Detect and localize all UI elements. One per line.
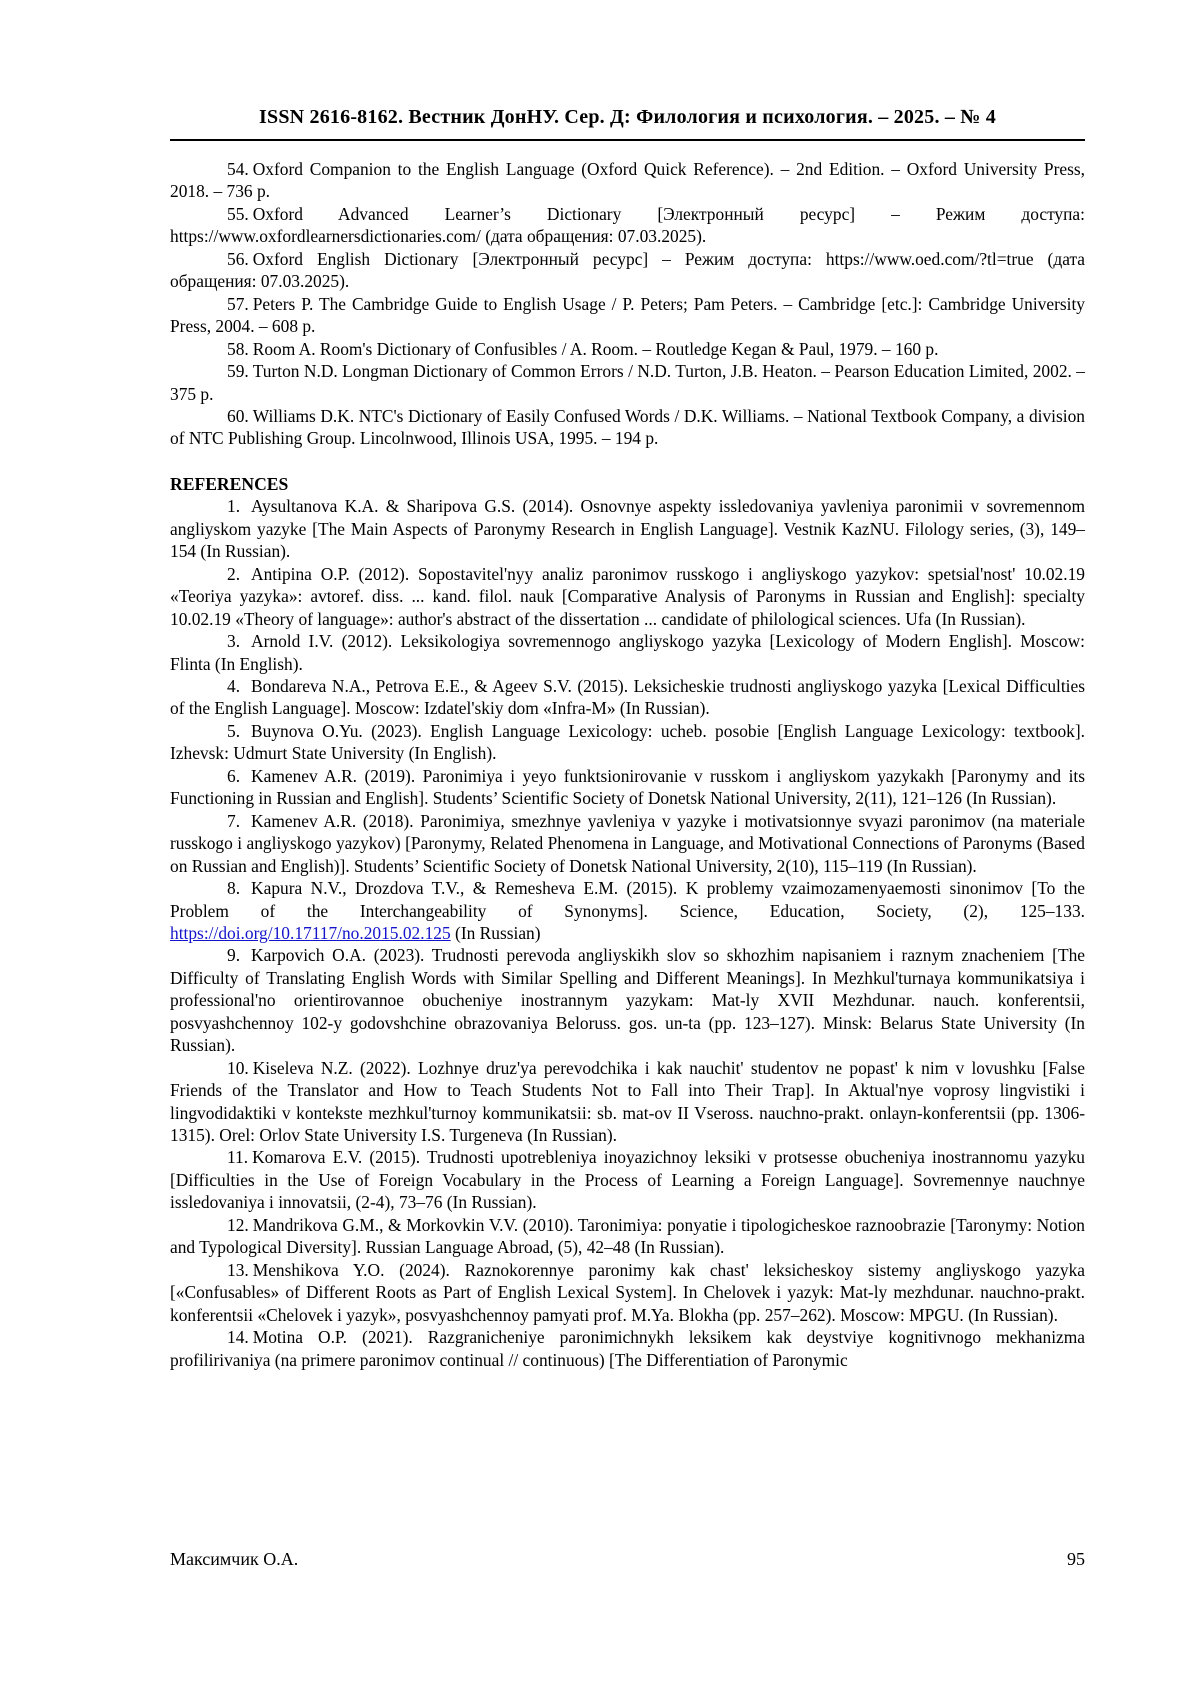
item-text: Room A. Room's Dictionary of Confusibles / A. Room. – Routledge Kegan & Paul, 1979. – 160 p.: [252, 338, 939, 359]
item-text: Oxford Advanced Learner’s Dictionary [Электронный ресурс] – Режим доступа: https://www.oxfordlearnersdictionaries.com/ (дата обращения: 07.03.2025).: [170, 203, 1085, 247]
page-content: [170, 0, 1085, 1371]
item-text: Kamenev A.R. (2018). Paronimiya, smezhnye yavleniya v yazyke i motivatsionnye svyazi paronimov (na materiale russkogo i angliyskogo yazykov) [Paronymy, Related Phenomena in Language, and Motivational Connections of Paronyms (Based on Russian and English)]. Students’ Scientific Society of Donetsk National University, 2(10), 115–119 (In Russian).: [170, 810, 1085, 876]
item-number: 3.: [227, 631, 241, 652]
item-text: Aysultanova K.A. & Sharipova G.S. (2014). Osnovnye aspekty issledovaniya yavleniya paronimii v sovremennom angliyskom yazyke [The Main Aspects of Paronymy Research in English Language]. Vestnik KazNU. Filology series, (3), 149–154 (In Russian).: [170, 496, 1085, 562]
item-number: 4.: [227, 675, 241, 696]
item-text: Karpovich O.A. (2023). Trudnosti perevoda angliyskikh slov so skhozhim napisaniem i raznym znacheniem [The Difficulty of Translating English Words with Similar Spelling and Different Meanings]. In Mezhkul'turnaya kommunikatsiya i professional'no orientirovannoe obucheniye inostrannym yazykam: Mat-ly XVII Mezhdunar. nauch. konferentsii, posvyashchennoy 102-y godovshchine obrazovaniya Beloruss. gos. un-ta (pp. 123–127). Minsk: Belarus State University (In Russian).: [170, 945, 1085, 1056]
item-number: 14.: [227, 1327, 249, 1348]
item-text: (In Russian): [450, 922, 541, 943]
item-text: Antipina O.P. (2012). Sopostavitel'nyy analiz paronimov russkogo i angliyskogo yazykov: spetsial'nost' 10.02.19 «Teoriya yazyka»: avtoref. diss. ... kand. filol. nauk [Comparative Analysis of Paronyms in Russian and English]: specialty 10.02.19 «Theory of language»: author's abstract of the dissertation ... candidate of philological sciences. Ufa (In Russian).: [170, 563, 1085, 629]
item-text: Oxford English Dictionary [Электронный ресурс] – Режим доступа: https://www.oed.com/?tl=true (дата обращения: 07.03.2025).: [170, 248, 1085, 292]
reference-item: [170, 1214, 1085, 1259]
bibliography-item: [170, 158, 1085, 203]
reference-item: [170, 877, 1085, 944]
item-number: 59.: [227, 361, 249, 382]
item-number: 55.: [227, 203, 249, 224]
bibliography-item: [170, 293, 1085, 338]
item-text: Buynova O.Yu. (2023). English Language Lexicology: ucheb. posobie [English Language Lexicology: textbook]. Izhevsk: Udmurt State University (In English).: [170, 720, 1085, 764]
reference-item: [170, 563, 1085, 630]
reference-item: [170, 495, 1085, 562]
reference-item: [170, 765, 1085, 810]
bibliography-item: [170, 203, 1085, 248]
item-number: 2.: [227, 563, 241, 584]
item-number: 10.: [227, 1057, 249, 1078]
item-number: 56.: [227, 248, 249, 269]
reference-item: [170, 1326, 1085, 1371]
bibliography-item: [170, 338, 1085, 360]
item-text: Kapura N.V., Drozdova T.V., & Remesheva E.M. (2015). K problemy vzaimozamenyaemosti sinonimov [To the Problem of the Interchangeability of Synonyms]. Science, Education, Society, (2), 125–133.: [170, 878, 1085, 921]
item-number: 57.: [227, 293, 249, 314]
item-number: 54.: [227, 159, 249, 179]
item-text: Komarova E.V. (2015). Trudnosti upotrebleniya inoyazichnoy leksiki v protsesse obucheniya inostrannomu yazyku [Difficulties in the Use of Foreign Vocabulary in the Process of Learning a Foreign Language]. Sovremennye nauchnye issledovaniya i innovatsii, (2-4), 73–76 (In Russian).: [170, 1147, 1085, 1213]
reference-item: [170, 675, 1085, 720]
bibliography-item: [170, 248, 1085, 293]
reference-item: [170, 1259, 1085, 1326]
item-number: 60.: [227, 405, 249, 426]
bibliography-item: [170, 360, 1085, 405]
item-number: 8.: [227, 878, 241, 899]
item-text: Peters P. The Cambridge Guide to English Usage / P. Peters; Pam Peters. – Cambridge [etc.]: Cambridge University Press, 2004. – 608 p.: [170, 293, 1085, 337]
reference-item: [170, 1146, 1085, 1213]
item-number: 58.: [227, 338, 249, 359]
reference-item: [170, 720, 1085, 765]
item-number: 12.: [227, 1214, 249, 1235]
bibliography-item: [170, 405, 1085, 450]
item-text: Menshikova Y.O. (2024). Raznokorennye paronimy kak chast' leksicheskoy sistemy angliyskogo yazyka [«Confusables» of Different Roots as Part of English Lexical System]. In Chelovek i yazyk: Mat-ly mezhdunar. nauchno-prakt. konferentsii «Chelovek i yazyk», posvyashchennoy pamyati prof. M.Ya. Blokha (pp. 257–262). Moscow: MPGU. (In Russian).: [170, 1259, 1085, 1325]
reference-item: [170, 630, 1085, 675]
item-number: 9.: [227, 945, 241, 966]
item-text: Kiseleva N.Z. (2022). Lozhnye druz'ya perevodchika i kak nauchit' studentov ne popast' k nim v lovushku [False Friends of the Translator and How to Teach Students Not to Fall into Their Trap]. In Aktual'nye voprosy lingvistiki i lingvodidaktiki v kontekste mezhkul'turnoy kommunikatsii: sb. mat-ov II Vseross. nauchno-prakt. onlayn-konferentsii (pp. 1306-1315). Orel: Orlov State University I.S. Turgeneva (In Russian).: [170, 1057, 1085, 1146]
journal-header: ISSN 2616-8162. Вестник ДонНУ. Сер. Д: Филология и психология. – 2025. – № 4: [170, 104, 1085, 141]
item-text: Turton N.D. Longman Dictionary of Common Errors / N.D. Turton, J.B. Heaton. – Pearson Education Limited, 2002. – 375 p.: [170, 361, 1085, 404]
bibliography-section: [170, 158, 1085, 450]
item-text: Mandrikova G.M., & Morkovkin V.V. (2010). Taronimiya: ponyatie i tipologicheskoe raznoobrazie [Taronymy: Notion and Typological Diversity]. Russian Language Abroad, (5), 42–48 (In Russian).: [170, 1214, 1085, 1258]
item-text: Arnold I.V. (2012). Leksikologiya sovremennogo angliyskogo yazyka [Lexicology of Modern English]. Moscow: Flinta (In English).: [170, 631, 1085, 674]
item-number: 13.: [227, 1259, 249, 1280]
item-text: Motina O.P. (2021). Razgranicheniye paronimichnykh leksikem kak deystviye kognitivnogo mekhanizma profilirivaniya (na primere paronimov continual // continuous) [The Differentiation of Paronymic: [170, 1327, 1085, 1370]
item-number: 11.: [227, 1147, 249, 1168]
references-heading: REFERENCES: [170, 473, 289, 494]
page-number: 95: [1067, 1549, 1085, 1569]
item-number: 6.: [227, 765, 241, 786]
reference-item: [170, 810, 1085, 877]
page-footer: [170, 1549, 1085, 1570]
doi-link[interactable]: https://doi.org/10.17117/no.2015.02.125: [170, 922, 451, 943]
item-number: 5.: [227, 720, 241, 741]
reference-item: [170, 1057, 1085, 1147]
item-number: 1.: [227, 496, 241, 517]
item-text: Kamenev A.R. (2019). Paronimiya i yeyo funktsionirovanie v russkom i angliyskom yazykakh [Paronymy and its Functioning in Russian and English]. Students’ Scientific Society of Donetsk National University, 2(11), 121–126 (In Russian).: [170, 765, 1085, 809]
references-section: [170, 495, 1085, 1371]
reference-item: [170, 944, 1085, 1056]
item-text: Williams D.K. NTC's Dictionary of Easily Confused Words / D.K. Williams. – National Textbook Company, a division of NTC Publishing Group. Lincolnwood, Illinois USA, 1995. – 194 p.: [170, 405, 1085, 449]
item-text: Bondareva N.A., Petrova E.E., & Ageev S.V. (2015). Leksicheskie trudnosti angliyskogo yazyka [Lexical Difficulties of the English Language]. Moscow: Izdatel'skiy dom «Infra-M» (In Russian).: [170, 675, 1085, 719]
item-number: 7.: [227, 810, 241, 831]
footer-author: Максимчик О.А.: [170, 1549, 299, 1569]
item-text: Oxford Companion to the English Language (Oxford Quick Reference). – 2nd Edition. – Oxford University Press, 2018. – 736 p.: [170, 159, 1085, 202]
